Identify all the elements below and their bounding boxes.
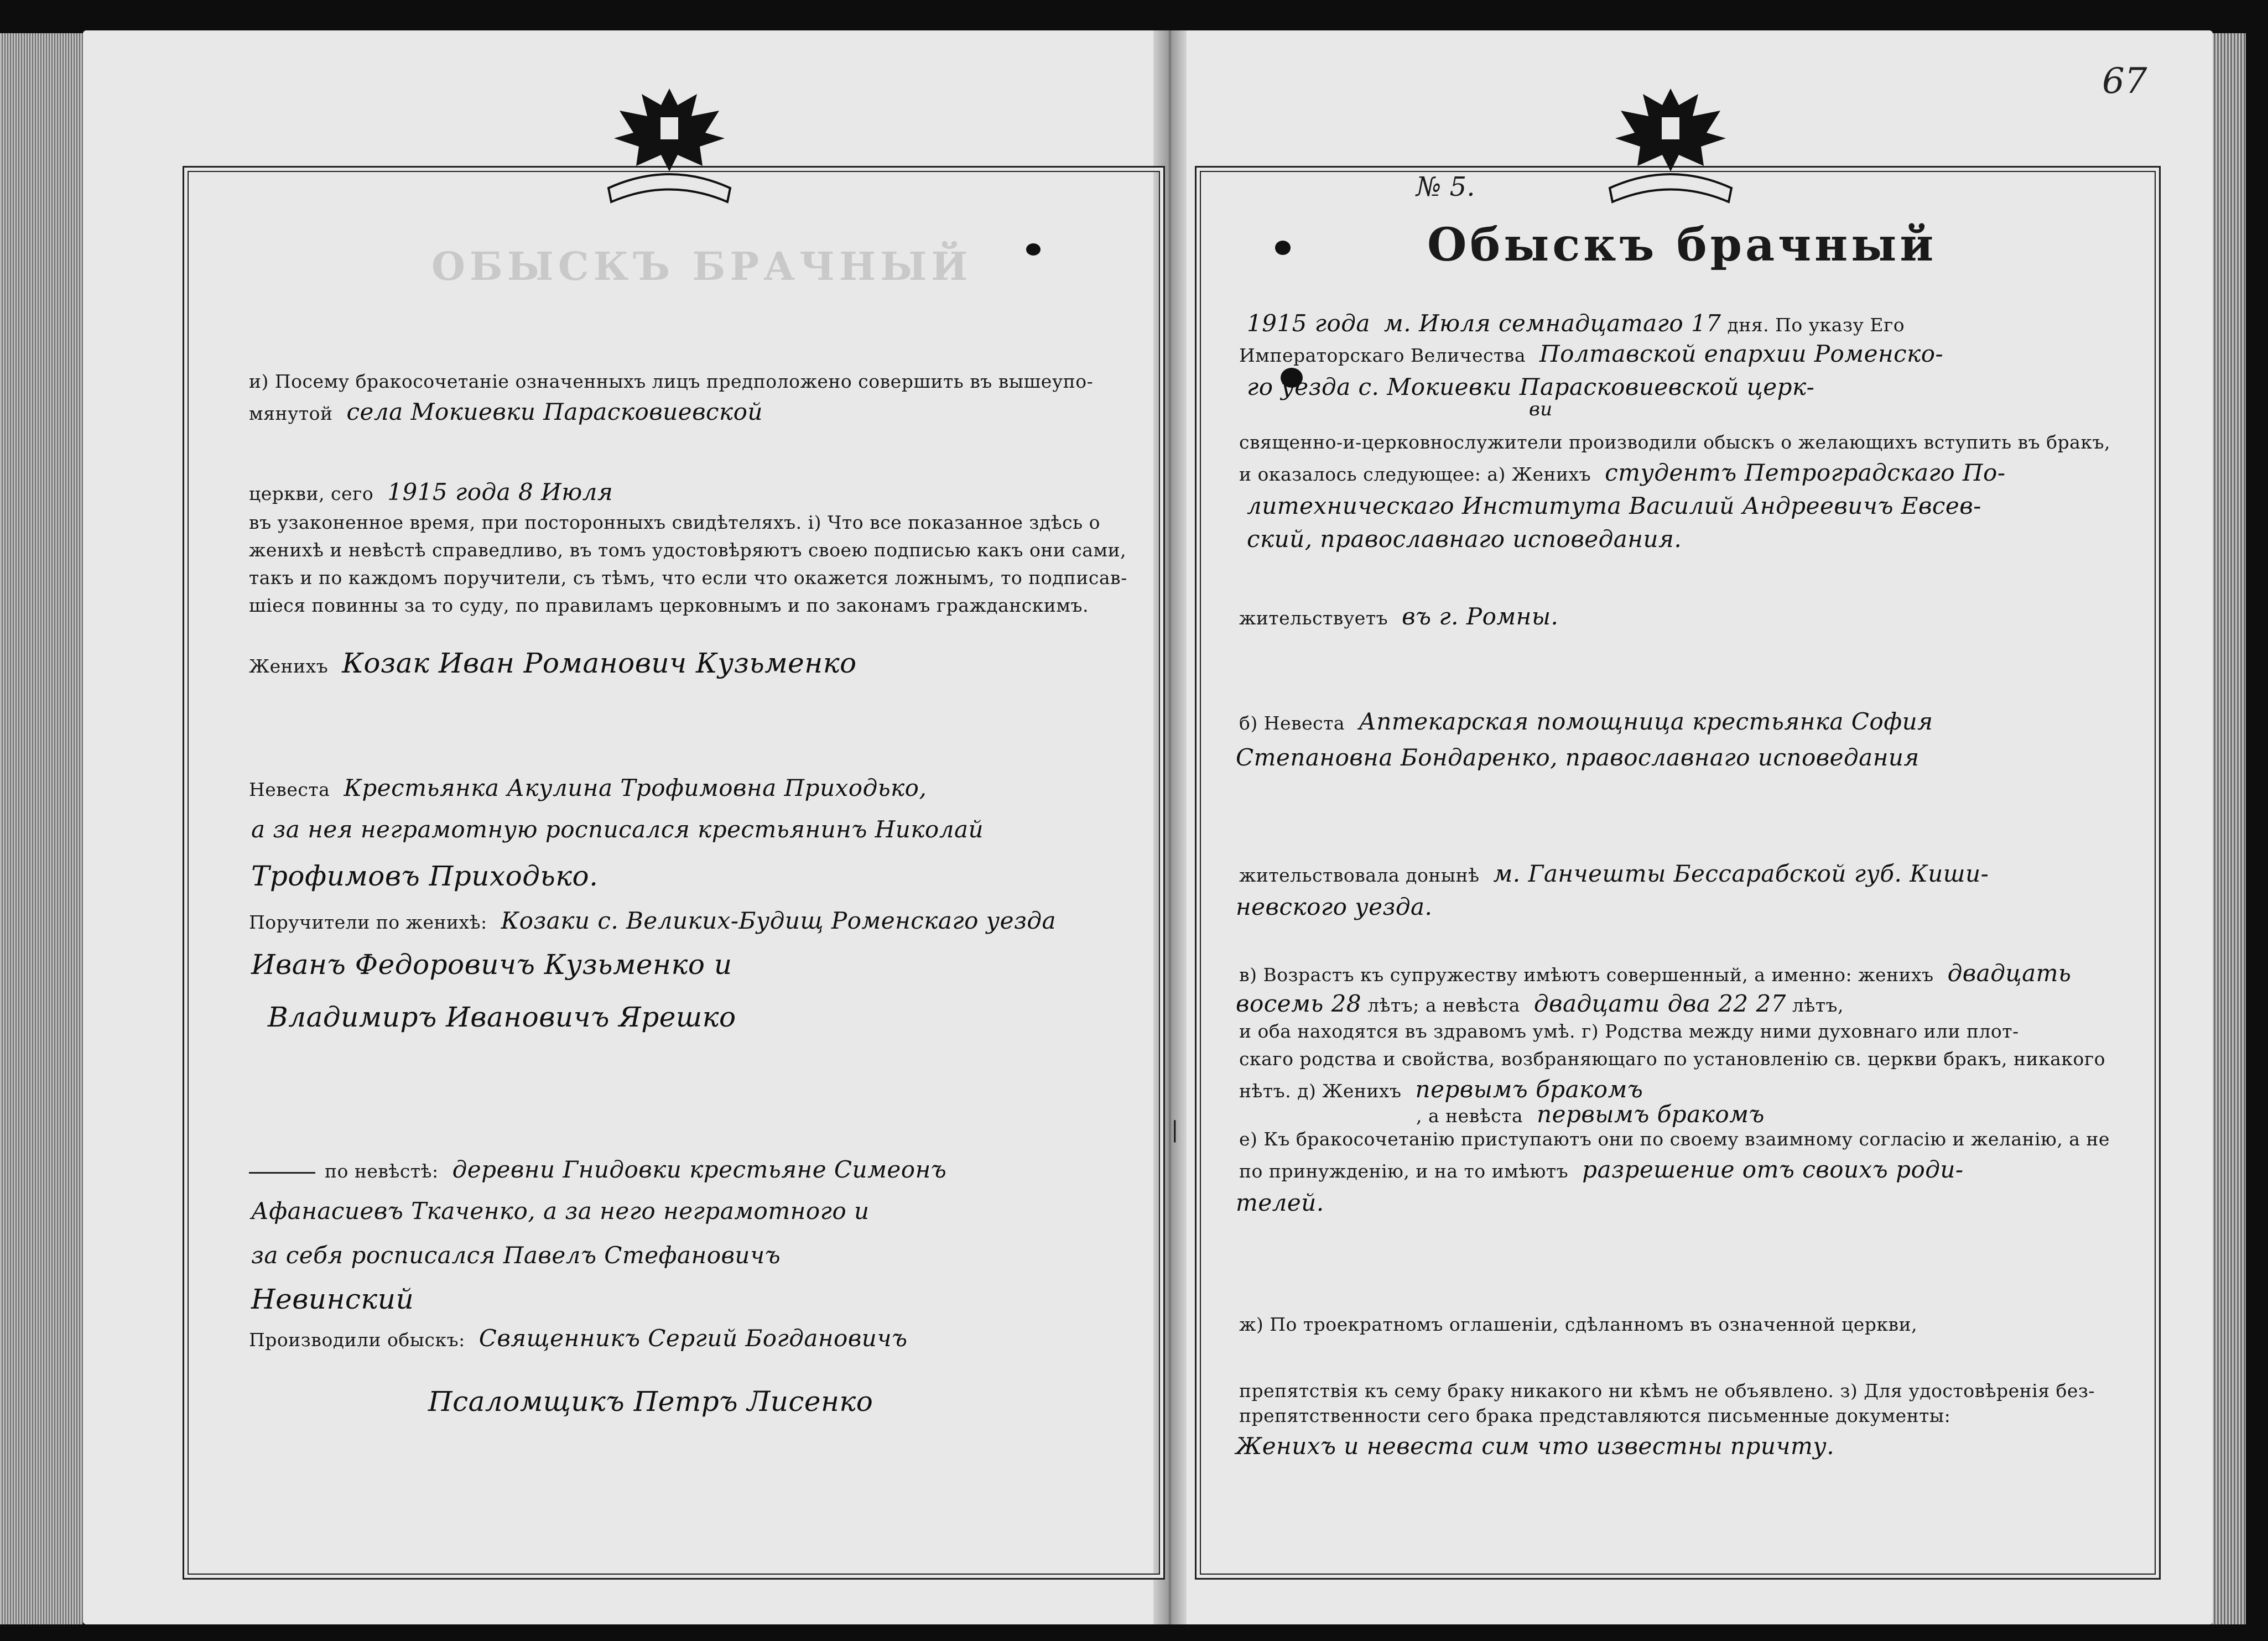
page-title: Обыскъ брачный (1427, 218, 1937, 272)
groom-guarantors-1: Поручители по женихѣ: Козаки с. Великих-Будищ Роменскаго уезда (249, 907, 1057, 934)
consent-line-2: по принужденію, и на то имѣютъ разрешение отъ своихъ роди- (1239, 1156, 1964, 1183)
groom-guarantors-2: Иванъ Федоровичъ Кузьменко и (251, 949, 732, 981)
right-line-3b: ви (1529, 398, 1553, 420)
bride-residence-2: невского уезда. (1236, 893, 1433, 920)
statement-line-3: такъ и по каждомъ поручители, съ тѣмъ, что если что окажется ложнымъ, то подписав- (249, 567, 1127, 588)
marriage-line-2: , а невѣста первымъ бракомъ (1416, 1101, 1765, 1128)
left-item-i-2: мянутой села Мокиевки Парасковиевской (249, 398, 763, 425)
age-line-1: в) Возрастъ къ супружеству имѣютъ совершенный, а именно: женихъ двадцать (1239, 960, 2072, 987)
performed-by-1: Производили обыскъ: Священникъ Сергий Богдановичъ (249, 1325, 908, 1352)
statement-line-2: женихѣ и невѣстѣ справедливо, въ томъ удостовѣряютъ своею подписью какъ они сами, (249, 539, 1127, 561)
bride-signature-3: Трофимовъ Приходько. (251, 860, 599, 892)
banns-line: ж) По троекратномъ оглашеніи, сдѣланномъ въ означенной церкви, (1239, 1314, 1918, 1335)
right-line-1: 1915 года м. Июля семнадцатаго 17 дня. По указу Его (1247, 310, 1905, 337)
age-line-2: восемь 28 лѣтъ; а невѣста двадцати два 22 27 лѣтъ, (1236, 990, 1844, 1017)
impediment-line-1: препятствія къ сему браку никакого ни кѣмъ не объявлено. з) Для удостовѣренія без- (1239, 1380, 2095, 1402)
health-line: и оба находятся въ здравомъ умѣ. г) Родства между ними духовнаго или плот- (1239, 1020, 2019, 1042)
marriage-line-1: нѣтъ. д) Женихъ первымъ бракомъ (1239, 1076, 1643, 1103)
statement-line-1: въ узаконенное время, при посторонныхъ свидѣтеляхъ. і) Что все показанное здѣсь о (249, 512, 1100, 533)
right-line-2: Императорскаго Величества Полтавской епархии Роменско- (1239, 340, 1944, 367)
book-page-edges-left (0, 33, 83, 1624)
bride-line-1: б) Невеста Аптекарская помощница крестьянка София (1239, 708, 1933, 735)
right-line-4: священно-и-церковнослужители производили обыскъ о желающихъ вступить въ бракъ, (1239, 431, 2110, 453)
documents-line: Женихъ и невеста сим что известны причту. (1236, 1432, 1835, 1460)
left-item-i-1: и) Посему бракосочетаніе означенныхъ лицъ предположено совершить въ вышеупо- (249, 371, 1094, 392)
bride-guarantors-3: за себя росписался Павелъ Стефановичъ (251, 1242, 781, 1269)
right-line-6: литехническаго Института Василий Андреевичъ Евсев- (1247, 492, 1981, 519)
bride-residence-1: жительствовала донынѣ м. Ганчешты Бессарабской губ. Киши- (1239, 860, 1989, 887)
entry-number: № 5. (1416, 171, 1475, 202)
statement-line-4: шіеся повинны за то суду, по правиламъ церковнымъ и по законамъ гражданскимъ. (249, 595, 1089, 616)
ink-stain (1275, 241, 1291, 255)
bride-guarantors-1: по невѣстѣ: деревни Гнидовки крестьяне Симеонъ (249, 1156, 946, 1183)
right-line-3: го уезда с. Мокиевки Парасковиевской церк- (1247, 373, 1815, 400)
performed-by-2: Псаломщикъ Петръ Лисенко (428, 1385, 873, 1418)
kinship-line: скаго родства и свойства, возбраняющаго по установленію св. церкви бракъ, никакого (1239, 1048, 2105, 1070)
left-church-line: церкви, сего 1915 года 8 Июля (249, 478, 613, 506)
groom-guarantors-3: Владимиръ Ивановичъ Ярешко (268, 1001, 736, 1033)
bride-signature-2: а за нея неграмотную росписался крестьянинъ Николай (251, 816, 984, 843)
groom-signature-line: Женихъ Козак Иван Романович Кузьменко (249, 647, 857, 679)
imperial-eagle-emblem-left (586, 77, 752, 210)
bride-line-2: Степановна Бондаренко, православнаго исповедания (1236, 744, 1920, 771)
consent-line-3: телей. (1236, 1189, 1324, 1216)
page-number: 67 (2102, 61, 2147, 102)
bride-signature-1: Невеста Крестьянка Акулина Трофимовна Приходько, (249, 774, 927, 801)
ink-stain (1026, 243, 1041, 256)
book-page-edges-right (2207, 33, 2246, 1624)
groom-residence: жительствуетъ въ г. Ромны. (1239, 603, 1559, 630)
impediment-line-2: препятственности сего брака представляются письменные документы: (1239, 1405, 1951, 1426)
right-line-5: и оказалось следующее: а) Женихъ студентъ Петроградскаго По- (1239, 459, 2006, 486)
bride-guarantors-2: Афанасиевъ Ткаченко, а за него неграмотного и (251, 1197, 870, 1225)
margin-mark: | (1171, 1117, 1179, 1143)
show-through-title: ОБЫСКЪ БРАЧНЫЙ (431, 243, 972, 289)
consent-line-1: е) Къ бракосочетанію приступаютъ они по своему взаимному согласію и желанію, а не (1239, 1128, 2110, 1150)
imperial-eagle-emblem-right (1588, 77, 1754, 210)
right-line-7: ский, православнаго исповедания. (1247, 525, 1682, 553)
bride-guarantors-4: Невинский (251, 1283, 414, 1315)
